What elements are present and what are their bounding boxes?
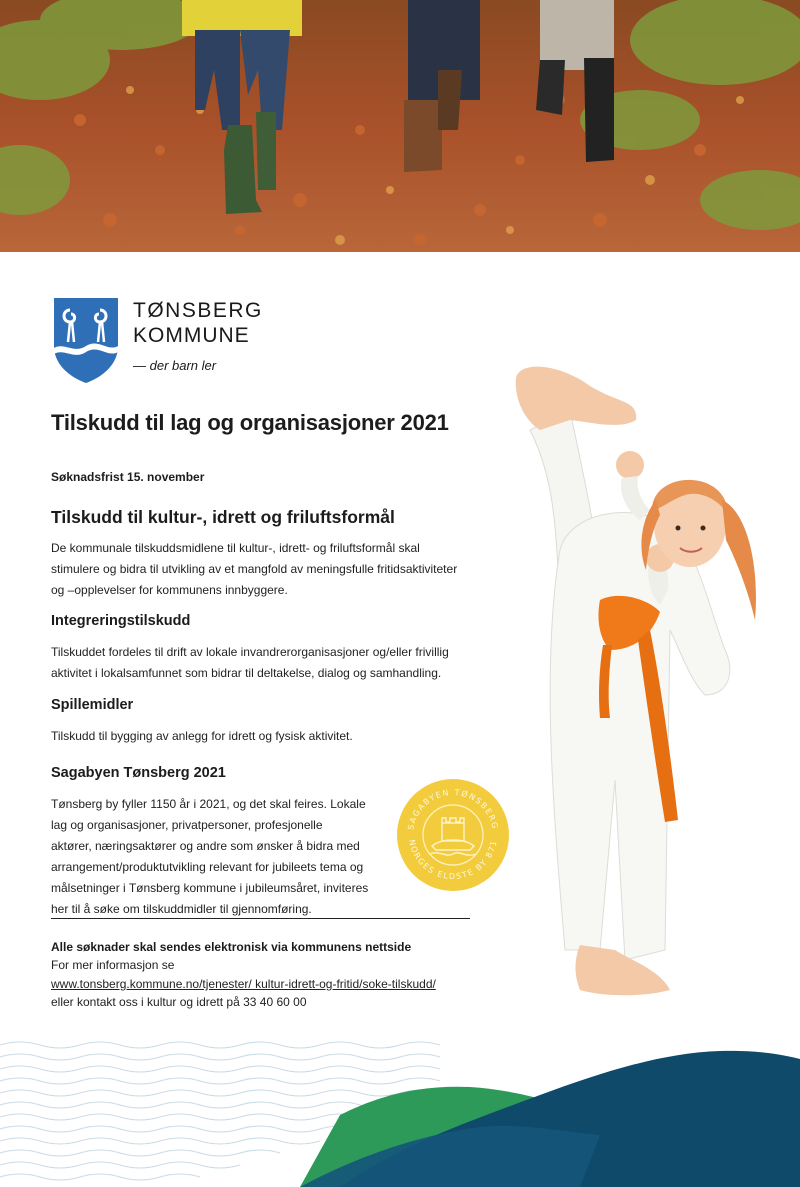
kommune-logo (52, 296, 292, 388)
text-line: aktører, næringsaktører og andre som ønsker å bidra med (51, 839, 360, 853)
seal-top-text: SAGABYEN TØNSBERG (406, 787, 500, 831)
sagabyen-seal (396, 778, 510, 892)
text-line: og –opplevelser for kommunens innbyggere. (51, 583, 288, 597)
deadline: Søknadsfrist 15. november (51, 470, 205, 484)
text-line: Tønsberg by fyller 1150 år i 2021, og det skal feires. Lokale (51, 797, 366, 811)
footer-link[interactable]: www.tonsberg.kommune.no/tjenester/ kultur-idrett-og-fritid/soke-tilskudd/ (51, 977, 436, 991)
brand-tagline: — der barn ler (133, 358, 217, 373)
seal-bottom-text: NORGES ELDSTE BY 871 (407, 838, 499, 882)
section-heading-integrering: Integreringstilskudd (51, 613, 191, 629)
text-line: stimulere og bidra til utvikling av et mangfold av meningsfulle fritidsaktiviteter (51, 562, 458, 576)
coat-of-arms-icon (52, 296, 120, 384)
section-heading-kultur: Tilskudd til kultur-, idrett og friluftsformål (51, 507, 395, 527)
divider (51, 918, 470, 919)
section-body-kultur (51, 538, 457, 601)
footer-more-info: For mer informasjon se (51, 958, 175, 972)
hero-photo (0, 0, 800, 252)
section-body-integrering (51, 642, 449, 684)
text-line: målsetninger i Tønsberg kommune i jubileumsåret, inviteres (51, 881, 369, 895)
text-line: arrangement/produktutvikling relevant for jubileets tema og (51, 860, 364, 874)
brand-name-line1: TØNSBERG (133, 299, 263, 322)
section-body-sagabyen (51, 794, 368, 920)
brand-name-line2: KOMMUNE (133, 324, 250, 347)
text-line: her til å søke om tilskuddmidler til gjennomføring. (51, 902, 312, 916)
text-line: lag og organisasjoner, privatpersoner, profesjonelle (51, 818, 323, 832)
landscape-decoration (0, 1035, 800, 1187)
karate-girl-photo (500, 350, 780, 1010)
text-line: Tilskuddet fordeles til drift av lokale invandrerorganisasjoner og/eller frivillig (51, 645, 449, 659)
footer-notice: Alle søknader skal sendes elektronisk via kommunens nettside (51, 940, 412, 954)
section-heading-spillemidler: Spillemidler (51, 697, 134, 713)
text-line: De kommunale tilskuddsmidlene til kultur-, idrett- og friluftsformål skal (51, 541, 420, 555)
text-line: aktivitet i lokalsamfunnet som bidrar til deltakelse, dialog og samhandling. (51, 666, 442, 680)
footer-contact: eller kontakt oss i kultur og idrett på 33 40 60 00 (51, 995, 307, 1009)
text-line: Tilskudd til bygging av anlegg for idrett og fysisk aktivitet. (51, 729, 353, 743)
section-heading-sagabyen: Sagabyen Tønsberg 2021 (51, 765, 226, 781)
section-body-spillemidler (51, 726, 353, 747)
page-title: Tilskudd til lag og organisasjoner 2021 (51, 410, 449, 435)
